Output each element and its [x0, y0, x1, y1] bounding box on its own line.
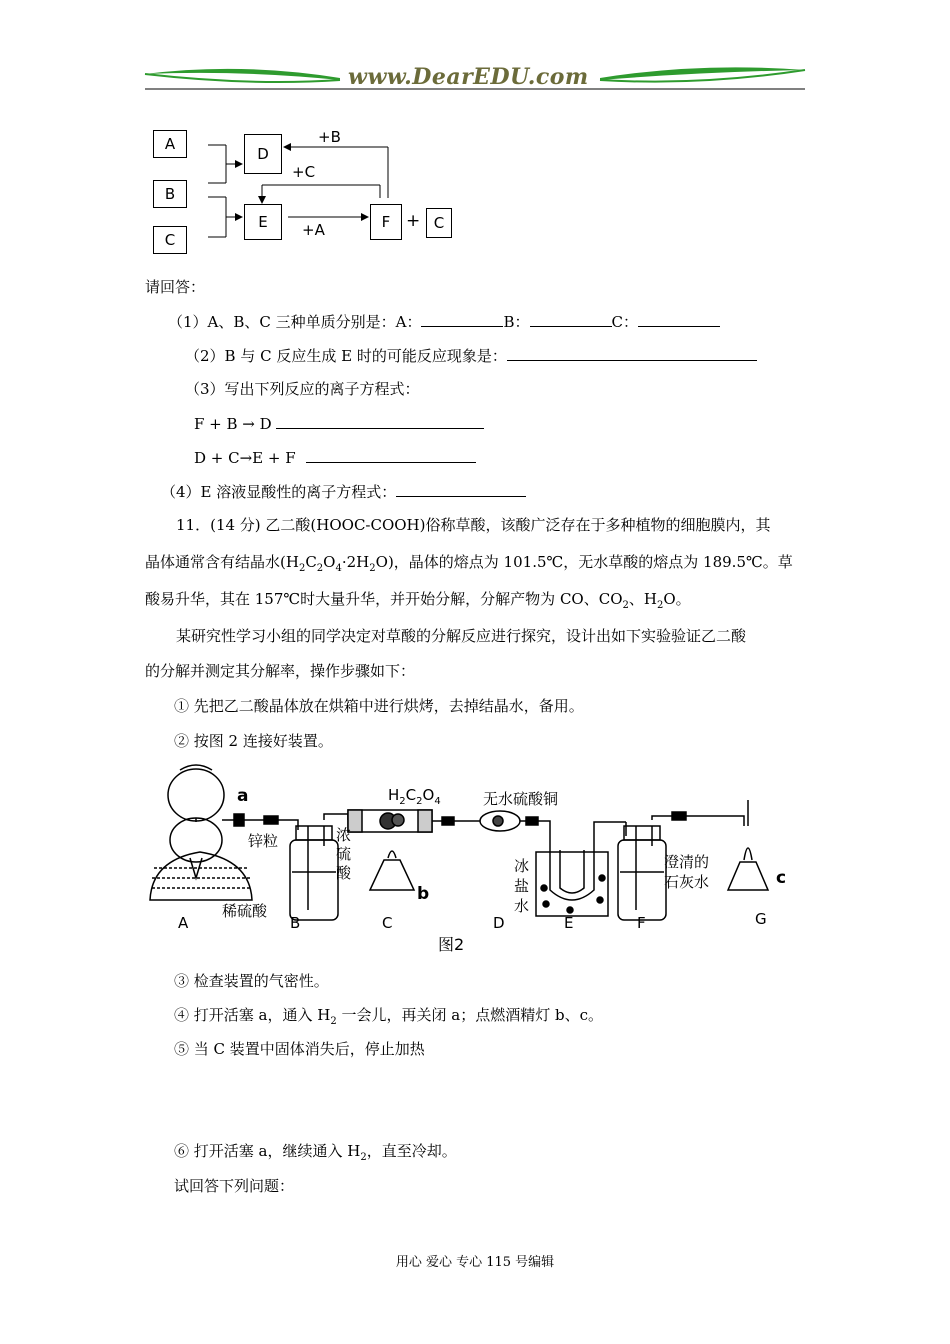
- valve-a-label: a: [237, 786, 249, 806]
- subscript: 2: [316, 563, 324, 574]
- conc-1: 浓: [336, 826, 352, 844]
- figure-caption: 图2: [438, 935, 465, 954]
- box-e: E: [244, 204, 282, 240]
- label-plus-c: +C: [292, 163, 316, 181]
- ice-1: 冰: [514, 857, 530, 875]
- question-1: [168, 311, 720, 332]
- ice-2: 盐: [514, 877, 530, 895]
- answer-blank-c[interactable]: [638, 311, 720, 327]
- question-2: [185, 345, 757, 366]
- problem-11-line-3: [145, 589, 691, 616]
- burner-c-label: c: [776, 868, 787, 888]
- step-6: [174, 1141, 457, 1168]
- text-span: ⑥ 打开活塞 a，继续通入 H: [174, 1142, 361, 1160]
- closing-prompt: 试回答下列问题：: [174, 1177, 295, 1195]
- unit-f-label: F: [637, 914, 646, 932]
- paragraph-12-line-2: 的分解并测定其分解率，操作步骤如下：: [145, 662, 416, 680]
- label-plus-b: +B: [318, 128, 341, 146]
- question-4: [161, 481, 526, 502]
- box-c-product: C: [426, 208, 452, 238]
- step-5: ⑤ 当 C 装置中固体消失后，停止加热: [174, 1040, 425, 1058]
- burner-b-label: b: [417, 884, 430, 904]
- text-span: C: [305, 553, 317, 571]
- conc-3: 酸: [336, 864, 352, 882]
- answer-blank-4[interactable]: [396, 481, 526, 497]
- box-b: B: [153, 180, 187, 208]
- dilute-acid-label: 稀硫酸: [222, 902, 268, 920]
- subscript: 4: [335, 563, 342, 574]
- ice-salt-water-label: [514, 856, 529, 916]
- answer-blank-eq2[interactable]: [306, 447, 476, 463]
- text-span: O: [422, 786, 435, 804]
- site-logo-text: www.DearEDU.com: [348, 64, 589, 90]
- text-span: 酸易升华，其在 157℃时大量升华，并开始分解，分解产物为 CO、CO: [145, 590, 623, 608]
- text-span: 一会儿，再关闭 a；点燃酒精灯 b、c。: [336, 1006, 603, 1024]
- text-span: H: [388, 786, 400, 804]
- subscript: 2: [369, 563, 376, 574]
- question-4-text: （4）E 溶液显酸性的离子方程式：: [161, 483, 397, 501]
- subscript: 2: [622, 600, 629, 611]
- box-c: C: [153, 226, 187, 254]
- label-plus: +: [406, 211, 421, 231]
- question-1-text: （1）A、B、C 三种单质分别是：A：: [168, 313, 422, 331]
- answer-blank-b[interactable]: [530, 311, 612, 327]
- question-1-c-label: C：: [611, 313, 638, 331]
- subscript: 2: [416, 796, 423, 807]
- text-span: ·2H: [341, 553, 370, 571]
- equation-2-text: D + C→E + F: [194, 449, 296, 467]
- unit-c-label: C: [382, 914, 393, 932]
- label-plus-a: +A: [302, 221, 325, 239]
- conc-2: 硫: [336, 845, 352, 863]
- question-2-text: （2）B 与 C 反应生成 E 时的可能反应现象是：: [185, 347, 507, 365]
- box-d: D: [244, 134, 282, 174]
- answer-blank-a[interactable]: [421, 311, 503, 327]
- text-span: O)，晶体的熔点为 101.5℃，无水草酸的熔点为 189.5℃。草: [375, 553, 793, 571]
- text-span: C: [405, 786, 417, 804]
- conc-acid-label: [336, 826, 351, 883]
- step-4: [174, 1005, 603, 1032]
- text-span: O。: [663, 590, 691, 608]
- subscript: 2: [656, 600, 664, 611]
- problem-11-line-1: 11．(14 分) 乙二酸(HOOC-COOH)俗称草酸，该酸广泛存在于多种植物的细胞膜内，其: [176, 516, 771, 534]
- zinc-label: 锌粒: [248, 832, 279, 850]
- equation-2: [194, 447, 476, 468]
- step-1: ① 先把乙二酸晶体放在烘箱中进行烘烤，去掉结晶水，备用。: [174, 697, 584, 715]
- prompt-text: 请回答：: [145, 278, 206, 296]
- oxalic-acid-label: [388, 786, 441, 807]
- answer-blank-2[interactable]: [507, 345, 757, 361]
- page-footer: 用心 爱心 专心 115 号编辑: [395, 1255, 555, 1270]
- answer-blank-eq1[interactable]: [276, 413, 484, 429]
- subscript: 2: [399, 796, 406, 807]
- text-span: O: [323, 553, 336, 571]
- unit-a-label: A: [178, 914, 189, 932]
- ice-3: 水: [514, 897, 530, 915]
- unit-d-label: D: [493, 914, 505, 932]
- step-2: ② 按图 2 连接好装置。: [174, 732, 333, 750]
- limewater-label: [664, 852, 709, 892]
- question-3: （3）写出下列反应的离子方程式：: [185, 380, 420, 398]
- box-f: F: [370, 204, 402, 240]
- anhydrous-cuso4-label: 无水硫酸铜: [483, 790, 559, 808]
- equation-1-text: F + B → D: [194, 415, 272, 433]
- subscript: 2: [360, 1152, 367, 1163]
- text-span: 、H: [628, 590, 657, 608]
- subscript: 2: [298, 563, 306, 574]
- subscript: 4: [434, 796, 441, 807]
- equation-1: [194, 413, 484, 434]
- subscript: 2: [330, 1016, 337, 1027]
- box-a: A: [153, 130, 187, 158]
- unit-g-label: G: [755, 910, 767, 928]
- text-span: ，直至冷却。: [366, 1142, 457, 1160]
- text-span: 晶体通常含有结晶水(H: [145, 553, 299, 571]
- question-1-b-label: B：: [503, 313, 530, 331]
- lime-2: 石灰水: [664, 873, 710, 891]
- unit-b-label: B: [290, 914, 301, 932]
- unit-e-label: E: [564, 914, 574, 932]
- text-span: ④ 打开活塞 a，通入 H: [174, 1006, 331, 1024]
- lime-1: 澄清的: [664, 853, 710, 871]
- problem-11-line-2: [145, 552, 793, 579]
- step-3: ③ 检查装置的气密性。: [174, 972, 329, 990]
- paragraph-12-line-1: 某研究性学习小组的同学决定对草酸的分解反应进行探究，设计出如下实验验证乙二酸: [176, 627, 747, 645]
